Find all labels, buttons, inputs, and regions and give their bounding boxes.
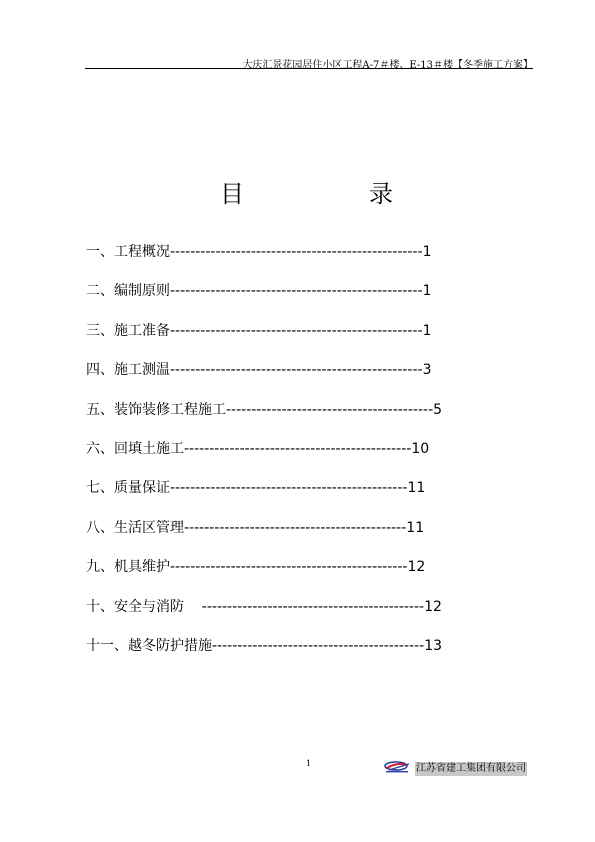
toc-entry[interactable] — [86, 557, 486, 596]
page-number: 1 — [306, 759, 312, 768]
toc-label: 二、编制原则 — [86, 283, 170, 300]
toc-label: 九、机具维护 — [86, 559, 170, 576]
toc-label: 十、安全与消防 — [86, 598, 184, 615]
table-of-contents — [86, 242, 486, 675]
toc-page: 1 — [422, 283, 432, 300]
toc-page: 3 — [422, 362, 432, 379]
toc-label: 五、装饰装修工程施工 — [86, 401, 226, 418]
toc-label: 七、质量保证 — [86, 480, 170, 497]
company-name: 江苏省建工集团有限公司 — [416, 763, 526, 774]
toc-entry[interactable] — [86, 400, 486, 439]
toc-label: 四、施工测温 — [86, 362, 170, 379]
toc-leader: ------------------------------------------ — [212, 637, 425, 654]
toc-page: 1 — [422, 244, 432, 260]
toc-label: 八、生活区管理 — [86, 519, 184, 536]
header-rule — [85, 68, 533, 69]
toc-leader: -------------------------------------------- — [184, 519, 407, 536]
header-title: 大庆汇景花园居住小区工程A-7＃楼、E-13＃楼【冬季施工方案】 — [242, 60, 533, 71]
toc-leader: --------------------------------------------- — [184, 440, 412, 457]
page-title — [0, 174, 595, 208]
toc-leader: -------------------------------------------------- — [170, 322, 423, 339]
toc-leader: -------------------------------------------------- — [170, 244, 423, 260]
toc-label: 十一、越冬防护措施 — [86, 637, 212, 654]
title-char-2: 录 — [369, 180, 393, 208]
toc-leader: ----------------------------------------------- — [170, 559, 408, 576]
toc-label: 三、施工准备 — [86, 322, 170, 339]
toc-page: 5 — [433, 401, 443, 418]
toc-entry[interactable] — [86, 360, 486, 399]
title-char-1: 目 — [220, 180, 244, 208]
toc-page: 11 — [406, 519, 425, 536]
toc-entry[interactable] — [86, 281, 486, 320]
toc-page: 11 — [407, 480, 426, 497]
toc-entry[interactable] — [86, 242, 486, 281]
toc-page: 1 — [422, 322, 432, 339]
toc-page: 12 — [407, 559, 426, 576]
toc-entry[interactable] — [86, 478, 486, 517]
toc-entry[interactable] — [86, 518, 486, 557]
toc-page: 10 — [411, 440, 430, 457]
toc-leader: -------------------------------------------------- — [170, 362, 423, 379]
toc-leader: -------------------------------------------------- — [170, 283, 423, 300]
toc-entry[interactable] — [86, 321, 486, 360]
toc-label: 一、工程概况 — [86, 244, 170, 260]
toc-entry[interactable] — [86, 439, 486, 478]
toc-leader: ----------------------------------------- — [226, 401, 434, 418]
toc-page: 12 — [424, 598, 442, 615]
company-logo-icon — [383, 760, 415, 774]
toc-entry[interactable] — [86, 636, 486, 675]
toc-page: 13 — [424, 637, 443, 654]
toc-label: 六、回填土施工 — [86, 440, 184, 457]
toc-leader: -------------------------------------------- — [184, 598, 425, 615]
toc-entry[interactable] — [86, 597, 486, 636]
toc-leader: ----------------------------------------------- — [170, 480, 408, 497]
